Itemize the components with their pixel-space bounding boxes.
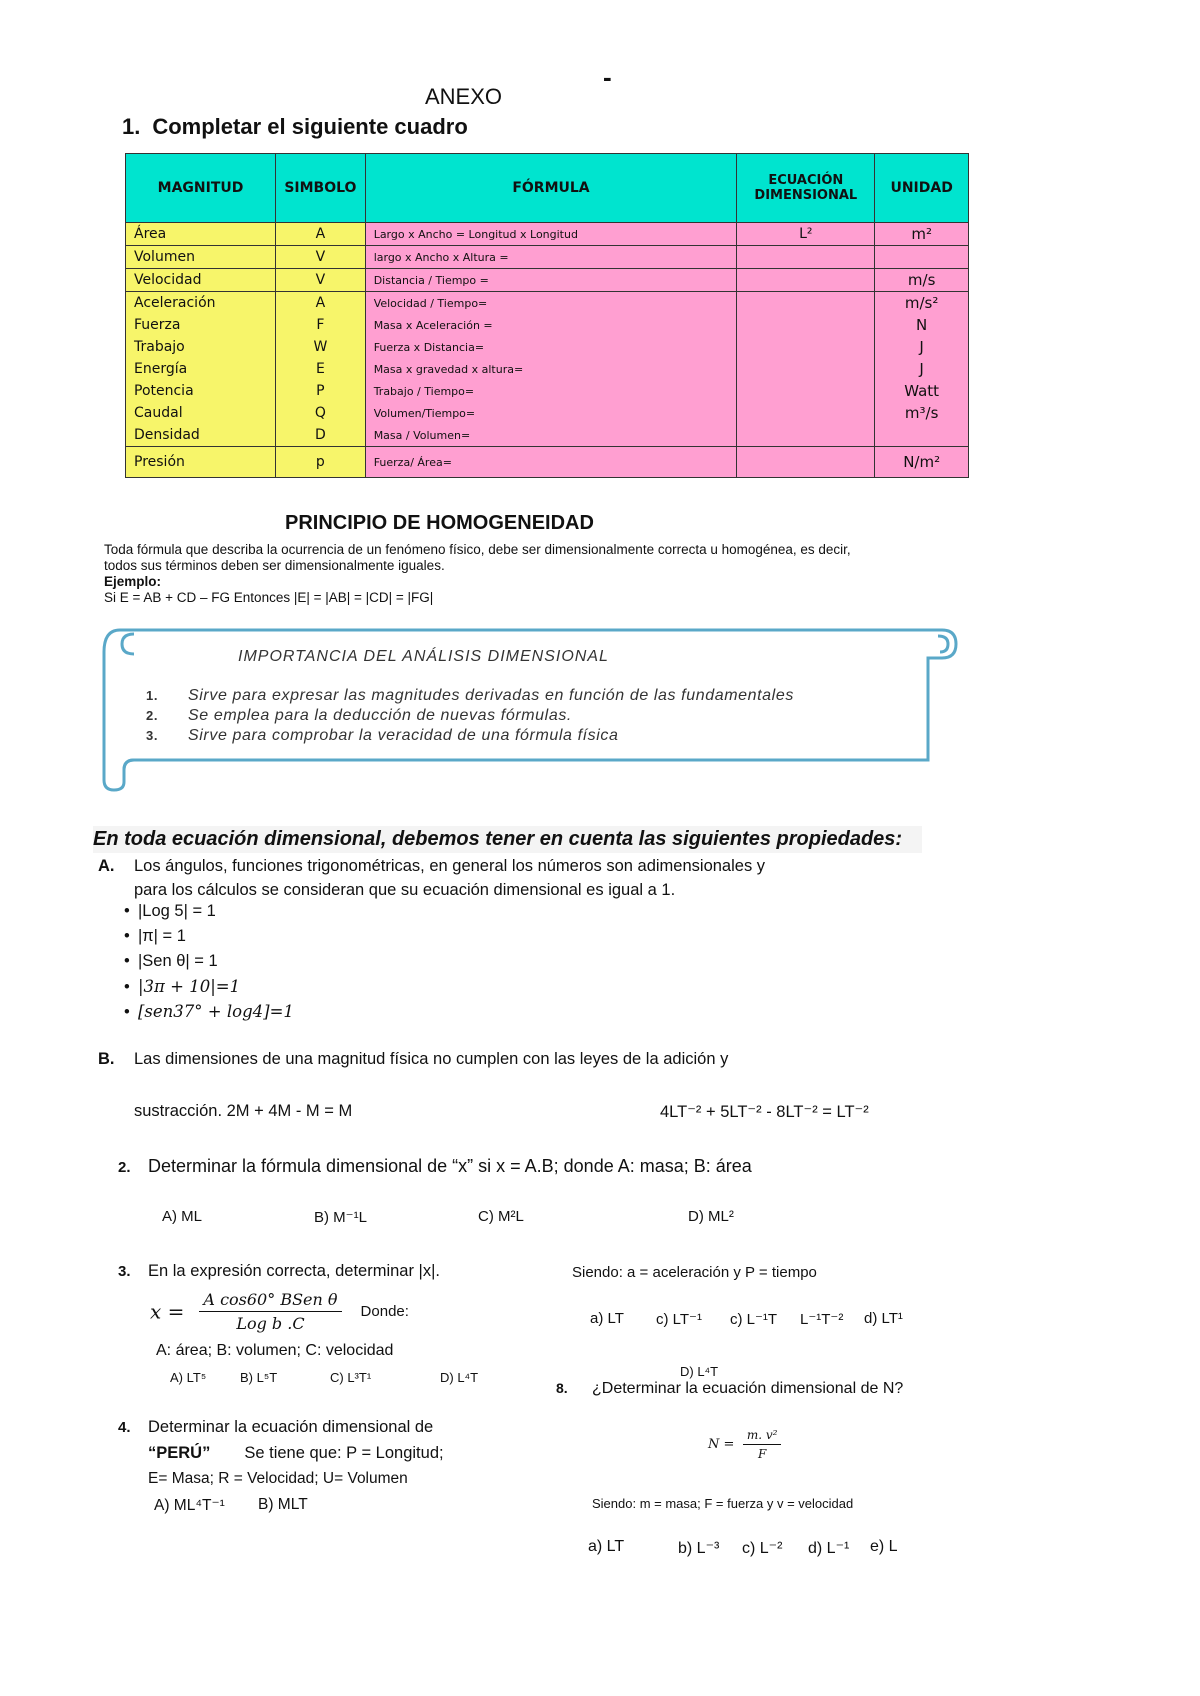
cell-unidad: J — [875, 336, 969, 358]
cell-simbolo: p — [276, 447, 366, 478]
q8-numerator: m. v² — [743, 1428, 782, 1445]
bullet-item: • |3π + 10|=1 — [124, 977, 241, 996]
cell-simbolo: W — [276, 336, 366, 358]
bullet-item: • |Log 5| = 1 — [124, 902, 216, 920]
cell-ecuacion — [737, 402, 875, 424]
property-b-text: Las dimensiones de una magnitud física no cumplen con las leyes de la adición y — [134, 1050, 729, 1068]
cell-magnitud: Densidad — [126, 424, 276, 447]
q-right-option: L⁻¹T⁻² — [800, 1311, 844, 1328]
cell-formula: Velocidad / Tiempo= — [365, 292, 737, 315]
property-a — [98, 854, 765, 902]
property-a-text2: para los cálculos se consideran que su ecuación dimensional es igual a 1. — [134, 881, 676, 899]
q3-donde: Donde: — [360, 1303, 409, 1320]
cell-formula: Volumen/Tiempo= — [365, 402, 737, 424]
q3-option: C) L³T¹ — [330, 1370, 372, 1385]
q3-denominator: Log b .C — [236, 1314, 305, 1333]
task-title: Completar el siguiente cuadro — [152, 114, 468, 139]
importance-item: 3. Sirve para comprobar la veracidad de una fórmula física — [146, 727, 619, 744]
cell-ecuacion — [737, 358, 875, 380]
question-3: 3. En la expresión correcta, determinar |x|. — [118, 1262, 440, 1280]
bullet-item: • |π| = 1 — [124, 927, 186, 945]
cell-unidad: m³/s — [875, 402, 969, 424]
q8-formula: N = $\frac{\text{m. v²}}{F}$ — [708, 1428, 781, 1461]
cell-ecuacion — [737, 380, 875, 402]
q2-option: B) M⁻¹L — [314, 1209, 367, 1226]
property-b-label: B. — [98, 1050, 115, 1068]
cell-magnitud: Trabajo — [126, 336, 276, 358]
property-b-example: 4LT⁻² + 5LT⁻² - 8LT⁻² = LT⁻² — [660, 1103, 869, 1121]
cell-magnitud: Aceleración — [126, 292, 276, 315]
table-row — [126, 380, 969, 402]
q4-line3: E= Masa; R = Velocidad; U= Volumen — [148, 1470, 408, 1487]
principle-body: Toda fórmula que describa la ocurrencia de un fenómeno físico, debe ser dimensionalmente correcta u homogénea, es decir, todos sus términos deben ser dimensionalmente iguales. — [104, 542, 851, 573]
cell-magnitud: Fuerza — [126, 314, 276, 336]
cell-unidad — [875, 424, 969, 447]
cell-magnitud: Volumen — [126, 246, 276, 269]
q8-option: b) L⁻³ — [678, 1540, 720, 1557]
q8-siendo: Siendo: m = masa; F = fuerza y v = velocidad — [592, 1496, 854, 1511]
q4-option: A) ML⁴T⁻¹ — [154, 1497, 225, 1514]
cell-formula: Fuerza x Distancia= — [365, 336, 737, 358]
cell-simbolo: A — [276, 223, 366, 246]
example-label: Ejemplo: — [104, 574, 162, 589]
q-right-option: c) L⁻¹T — [730, 1311, 778, 1328]
importance-item: 1. Sirve para expresar las magnitudes derivadas en función de las fundamentales — [146, 687, 794, 704]
header-unidad: UNIDAD — [875, 154, 969, 223]
q8-option: d) L⁻¹ — [808, 1540, 850, 1557]
table-row — [126, 424, 969, 447]
table-row — [126, 223, 969, 246]
cell-formula: Masa x Aceleración = — [365, 314, 737, 336]
cell-ecuacion — [737, 314, 875, 336]
cell-ecuacion — [737, 292, 875, 315]
cell-ecuacion — [737, 269, 875, 292]
cell-magnitud: Presión — [126, 447, 276, 478]
cell-simbolo: A — [276, 292, 366, 315]
cell-ecuacion — [737, 336, 875, 358]
cell-simbolo: F — [276, 314, 366, 336]
table-row — [126, 246, 969, 269]
cell-magnitud: Energía — [126, 358, 276, 380]
cell-formula: Trabajo / Tiempo= — [365, 380, 737, 402]
cell-simbolo: V — [276, 246, 366, 269]
cell-formula: Masa / Volumen= — [365, 424, 737, 447]
cell-magnitud: Potencia — [126, 380, 276, 402]
question-8: 8. ¿Determinar la ecuación dimensional de N? — [556, 1380, 904, 1397]
cell-magnitud: Caudal — [126, 402, 276, 424]
property-a-label: A. — [98, 857, 115, 875]
task-heading — [122, 114, 468, 140]
q8-option: e) L — [870, 1538, 898, 1555]
table-row — [126, 292, 969, 315]
cell-magnitud: Área — [126, 223, 276, 246]
header-magnitud: MAGNITUD — [126, 154, 276, 223]
cell-ecuacion — [737, 424, 875, 447]
principle-text — [104, 542, 884, 606]
q-right-siendo: Siendo: a = aceleración y P = tiempo — [572, 1264, 817, 1281]
cell-ecuacion: L² — [737, 223, 875, 246]
cell-unidad: m/s — [875, 269, 969, 292]
cell-simbolo: E — [276, 358, 366, 380]
header-ecuacion: ECUACIÓN DIMENSIONAL — [737, 154, 875, 223]
cell-unidad: m² — [875, 223, 969, 246]
cell-ecuacion — [737, 447, 875, 478]
q-right-option: d) LT¹ — [864, 1310, 903, 1327]
header-formula: FÓRMULA — [365, 154, 737, 223]
task-number: 1. — [122, 114, 141, 139]
cell-simbolo: Q — [276, 402, 366, 424]
cell-unidad — [875, 246, 969, 269]
cell-unidad: N/m² — [875, 447, 969, 478]
q2-option: A) ML — [162, 1208, 203, 1225]
q3-option: D) L⁴T — [440, 1370, 479, 1385]
table-row — [126, 447, 969, 478]
stray-dash: - — [603, 62, 612, 92]
properties-heading: En toda ecuación dimensional, debemos tener en cuenta las siguientes propiedades: — [93, 826, 922, 853]
q-right-option: a) LT — [590, 1310, 624, 1327]
q3-numerator: A cos60° BSen θ — [199, 1290, 341, 1312]
cell-magnitud: Velocidad — [126, 269, 276, 292]
cell-formula: Fuerza/ Área= — [365, 447, 737, 478]
cell-formula: Distancia / Tiempo = — [365, 269, 737, 292]
cell-unidad: Watt — [875, 380, 969, 402]
table-row — [126, 314, 969, 336]
cell-simbolo: D — [276, 424, 366, 447]
question-4: 4. Determinar la ecuación dimensional de — [118, 1418, 434, 1436]
q8-option: a) LT — [588, 1538, 625, 1555]
cell-unidad: J — [875, 358, 969, 380]
property-a-text1: Los ángulos, funciones trigonométricas, en general los números son adimensionales y — [134, 857, 766, 875]
cell-simbolo: P — [276, 380, 366, 402]
cell-unidad: m/s² — [875, 292, 969, 315]
bullet-item: • [sen37° + log4]=1 — [124, 1002, 294, 1021]
header-simbolo: SIMBOLO — [276, 154, 366, 223]
q3-option: A) LT⁵ — [170, 1370, 207, 1385]
table-row — [126, 358, 969, 380]
q3-option: B) L⁵T — [240, 1370, 278, 1385]
cell-ecuacion — [737, 246, 875, 269]
q8-denominator: F — [758, 1447, 767, 1461]
importance-list — [146, 686, 794, 746]
importance-item: 2. Se emplea para la deducción de nuevas fórmulas. — [146, 707, 572, 724]
cell-formula: Largo x Ancho = Longitud x Longitud — [365, 223, 737, 246]
q2-option: C) M²L — [478, 1208, 524, 1225]
question-2: 2. Determinar la fórmula dimensional de “x” si x = A.B; donde A: masa; B: área — [118, 1156, 752, 1176]
cell-formula: Masa x gravedad x altura= — [365, 358, 737, 380]
q4-option: B) MLT — [258, 1496, 308, 1513]
principle-title: PRINCIPIO DE HOMOGENEIDAD — [285, 512, 594, 534]
bullet-item: • |Sen θ| = 1 — [124, 952, 218, 970]
property-b — [98, 1050, 728, 1069]
cell-unidad: N — [875, 314, 969, 336]
table-row — [126, 269, 969, 292]
magnitudes-table — [125, 153, 969, 478]
property-b-text2: sustracción. 2M + 4M - M = M — [134, 1102, 353, 1120]
cell-formula: largo x Ancho x Altura = — [365, 246, 737, 269]
q-right-extra: D) L⁴T — [680, 1364, 719, 1379]
q4-line2: “PERÚ” Se tiene que: P = Longitud; — [148, 1444, 444, 1462]
importance-title: IMPORTANCIA DEL ANÁLISIS DIMENSIONAL — [238, 648, 609, 665]
q2-option: D) ML² — [688, 1208, 734, 1225]
q-right-option: c) LT⁻¹ — [656, 1311, 702, 1328]
q8-option: c) L⁻² — [742, 1540, 783, 1557]
annex-title: ANEXO — [425, 84, 503, 109]
example-text: Si E = AB + CD – FG Entonces |E| = |AB| = |CD| = |FG| — [104, 590, 434, 605]
table-row — [126, 402, 969, 424]
table-row — [126, 336, 969, 358]
q3-formula: x = $\frac{\text{A cos60° BSen θ}}{\text{Log b .C}}$ Donde: — [150, 1290, 409, 1333]
cell-simbolo: V — [276, 269, 366, 292]
q3-vars: A: área; B: volumen; C: velocidad — [156, 1342, 394, 1359]
